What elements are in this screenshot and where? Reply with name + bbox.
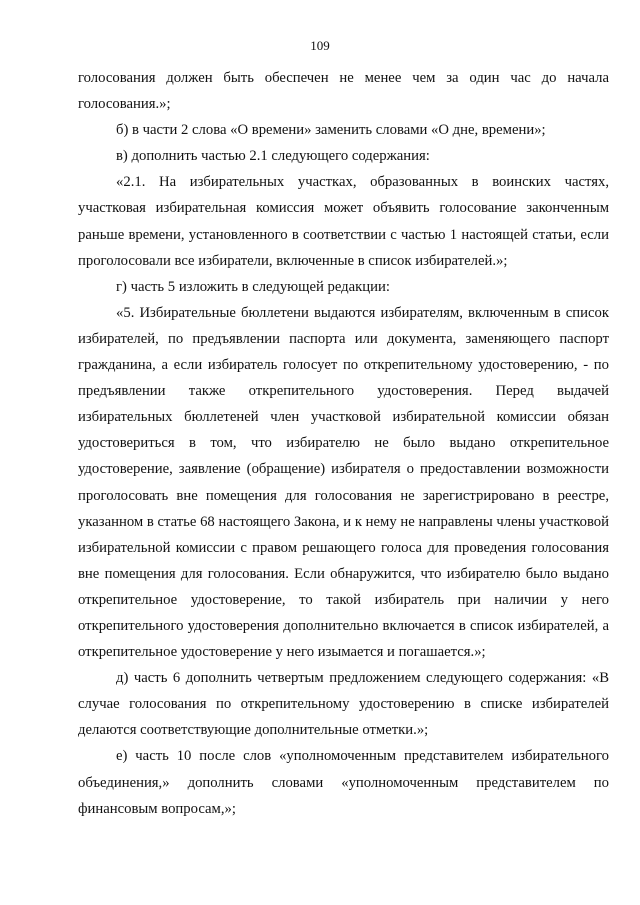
paragraph-item-g: г) часть 5 изложить в следующей редакции: bbox=[116, 278, 390, 295]
paragraph-part-5: «5. Избирательные бюллетени выдаются избирателям, включенным в список избирателей, по предъявлении паспорта или документа, заменяющего паспорт гражданина, а если избиратель голосует по открепительному удостоверению, - по предъявлении также открепительного удостоверения. Перед выдачей избирательных бюллетеней член участковой избирательной комиссии обязан удостовериться в том, что избирателю не было выдано открепительное удостоверение, заявление (обращение) избирателя о предоставлении возможности проголосовать вне помещения для голосования не зарегистрировано в реестре, указанном в статье 68 настоящего Закона, и к нему не направлены члены участковой избирательной комиссии с правом решающего голоса для проведения голосования вне помещения для голосования. Если обнаружится, что избирателю было выдано открепительное удостоверение, то такой избиратель при наличии у него открепительного удостоверения дополнительно включается в список избирателей, а открепительное удостоверение у него изымается и погашается.»; bbox=[78, 304, 609, 661]
document-body bbox=[78, 65, 609, 822]
paragraph-item-v: в) дополнить частью 2.1 следующего содержания: bbox=[116, 148, 430, 165]
paragraph-part-2-1: «2.1. На избирательных участках, образованных в воинских частях, участковая избирательная комиссия может объявить голосование законченным раньше времени, установленного в соответствии с частью 1 настоящей статьи, если проголосовали все избиратели, включенные в список избирателей.»; bbox=[78, 174, 609, 269]
paragraph-item-e: е) часть 10 после слов «уполномоченным представителем избирательного объединения,» дополнить словами «уполномоченным представителем по финансовым вопросам,»; bbox=[78, 748, 609, 817]
paragraph-continuation: голосования должен быть обеспечен не менее чем за один час до начала голосования.»; bbox=[78, 70, 609, 113]
page-number: 109 bbox=[310, 38, 330, 53]
paragraph-item-d: д) часть 6 дополнить четвертым предложением следующего содержания: «В случае голосования по открепительному удостоверению в списке избирателей делаются соответствующие дополнительные отметки.»; bbox=[78, 670, 609, 739]
paragraph-item-b: б) в части 2 слова «О времени» заменить словами «О дне, времени»; bbox=[116, 122, 546, 139]
